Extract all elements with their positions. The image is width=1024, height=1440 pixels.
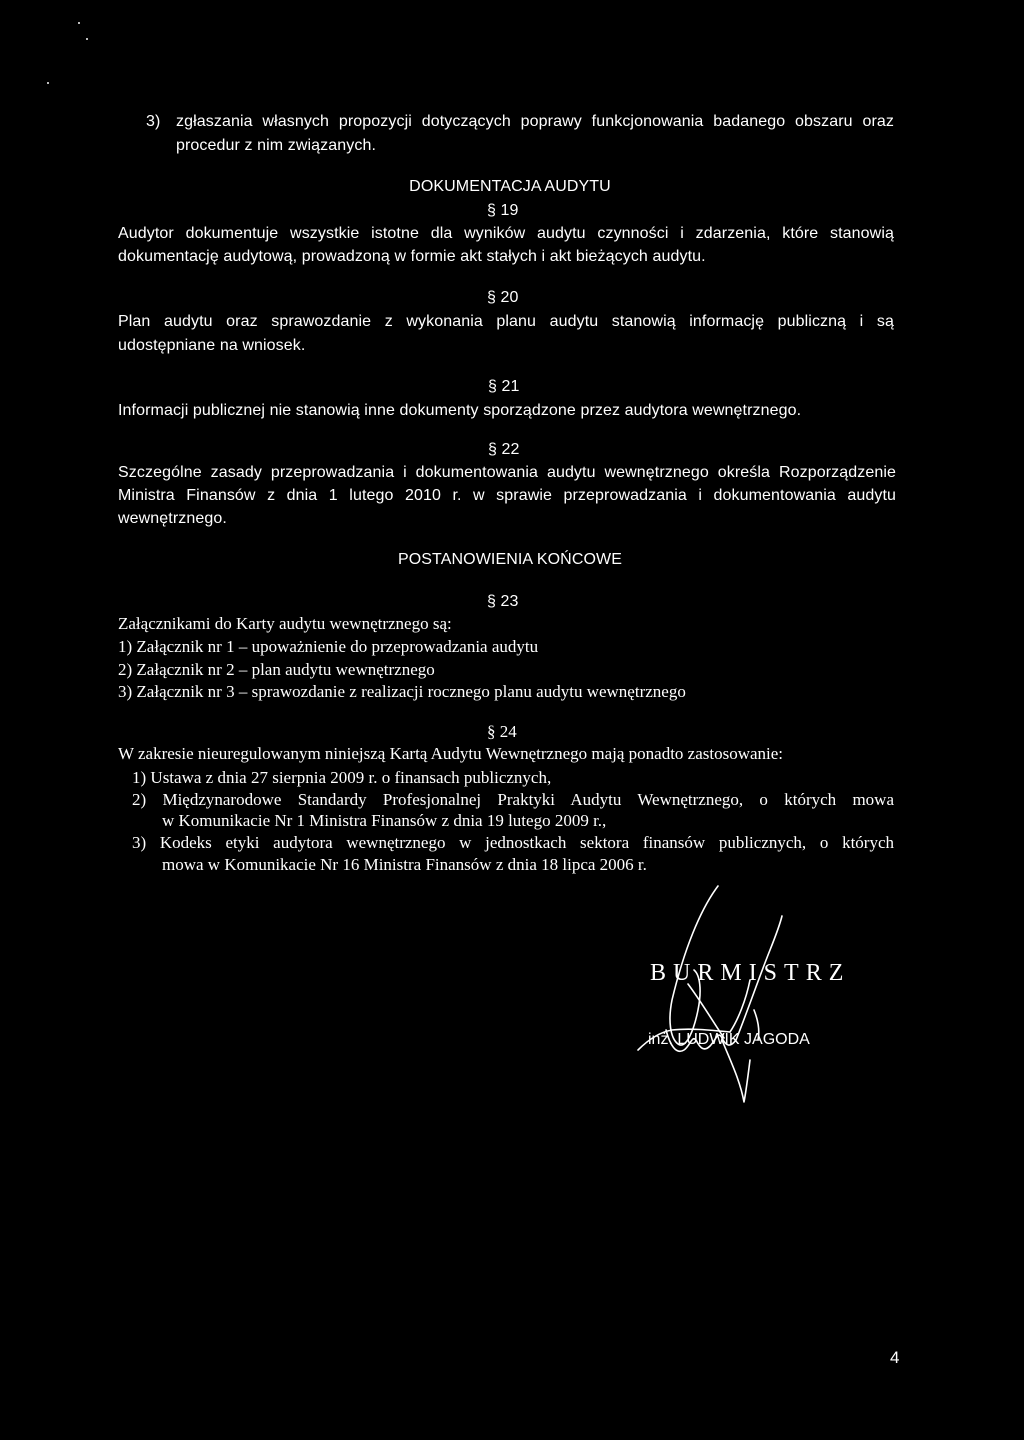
stamp-title: BURMISTRZ [650, 960, 851, 986]
list-item-text-line: procedur z nim związanych. [176, 137, 377, 154]
section-heading: DOKUMENTACJA AUDYTU [409, 178, 611, 195]
list-item: 3) Załącznik nr 3 – sprawozdanie z realizacji rocznego planu audytu wewnętrznego [118, 682, 686, 701]
paragraph-number: § 21 [488, 378, 520, 395]
list-item: 2) Międzynarodowe Standardy Profesjonalnej Praktyki Audytu Wewnętrznego, o których mowa [132, 790, 894, 809]
scan-speck [86, 38, 88, 40]
scan-speck [78, 22, 80, 24]
paragraph-text-line: Szczególne zasady przeprowadzania i dokumentowania audytu wewnętrznego określa Rozporządzenie [118, 464, 896, 481]
paragraph-number: § 19 [487, 202, 519, 219]
list-item: 1) Załącznik nr 1 – upoważnienie do przeprowadzania audytu [118, 637, 539, 656]
list-item: 2) Załącznik nr 2 – plan audytu wewnętrznego [118, 660, 435, 679]
list-item-continuation: w Komunikacie Nr 1 Ministra Finansów z dnia 19 lutego 2009 r., [162, 811, 607, 830]
paragraph-text-line: W zakresie nieuregulowanym niniejszą Kartą Audytu Wewnętrznego mają ponadto zastosowanie: [118, 744, 784, 763]
paragraph-text-line: dokumentację audytową, prowadzoną w formie akt stałych i akt bieżących audytu. [118, 248, 706, 265]
stamp-name: inż. LUDWIK JAGODA [648, 1031, 810, 1048]
list-item: 1) Ustawa z dnia 27 sierpnia 2009 r. o finansach publicznych, [132, 768, 552, 787]
paragraph-text-line: Załącznikami do Karty audytu wewnętrznego są: [118, 614, 452, 633]
list-item: 3) Kodeks etyki audytora wewnętrznego w jednostkach sektora finansów publicznych, o których [132, 833, 894, 852]
signature [630, 880, 810, 1110]
list-item-continuation: mowa w Komunikacie Nr 16 Ministra Finansów z dnia 18 lipca 2006 r. [162, 855, 647, 874]
paragraph-number: § 22 [488, 441, 520, 458]
section-heading: POSTANOWIENIA KOŃCOWE [397, 551, 623, 568]
paragraph-number: § 24 [487, 722, 517, 741]
paragraph-text-line: Plan audytu oraz sprawozdanie z wykonania planu audytu stanowią informację publiczną i są [118, 313, 894, 330]
paragraph-text-line: Ministra Finansów z dnia 1 lutego 2010 r. w sprawie przeprowadzania i dokumentowania audytu [118, 487, 896, 504]
list-item-text-line: zgłaszania własnych propozycji dotyczących poprawy funkcjonowania badanego obszaru oraz [176, 113, 894, 130]
page-number: 4 [890, 1348, 900, 1367]
paragraph-number: § 20 [487, 289, 519, 306]
paragraph-text-line: udostępniane na wniosek. [118, 337, 306, 354]
paragraph-number: § 23 [487, 593, 519, 610]
paragraph-text-line: Audytor dokumentuje wszystkie istotne dla wyników audytu czynności i zdarzenia, które stanowią [118, 225, 894, 242]
paragraph-text-line: Informacji publicznej nie stanowią inne dokumenty sporządzone przez audytora wewnętrznego. [118, 402, 802, 419]
scan-speck [47, 82, 49, 84]
paragraph-text-line: wewnętrznego. [118, 510, 227, 527]
list-item-number: 3) [146, 113, 161, 130]
